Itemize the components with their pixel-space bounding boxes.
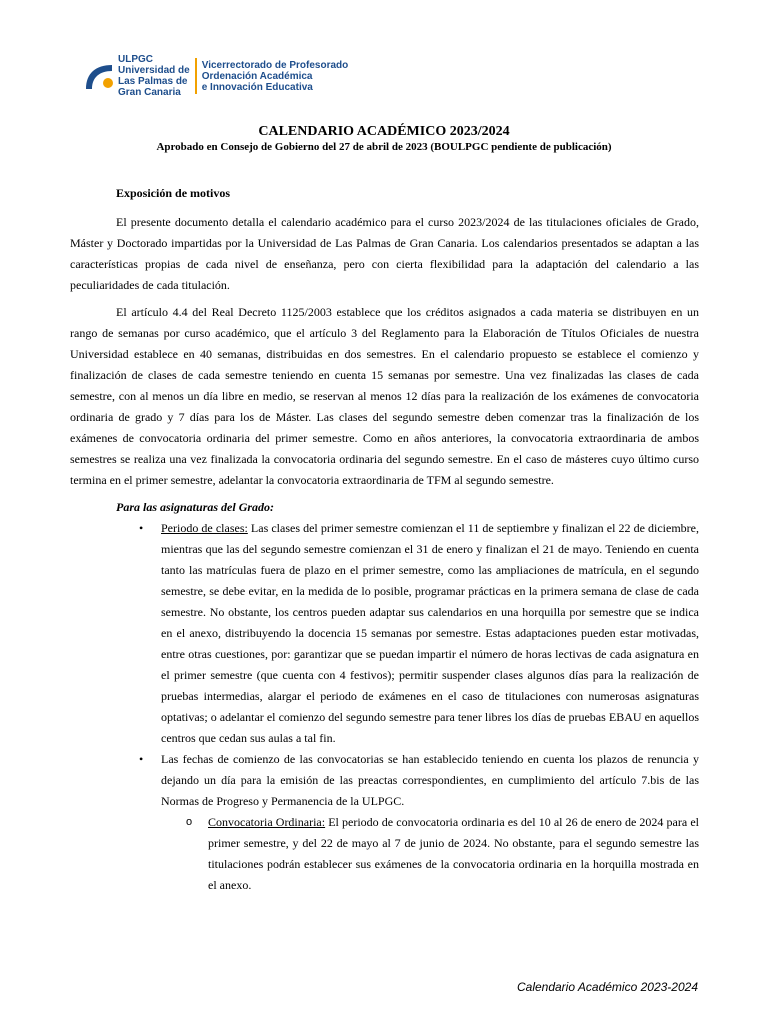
- bullet-icon: •: [139, 752, 144, 766]
- list-item: [70, 749, 699, 896]
- ulpgc-emblem-icon: [82, 59, 116, 93]
- bullet-icon: •: [139, 521, 144, 535]
- university-line-2: Las Palmas de: [118, 76, 188, 87]
- ulpgc-logo: [82, 52, 348, 100]
- university-name: [118, 54, 190, 98]
- grado-bullet-list: [70, 518, 699, 896]
- bullet-text-periodo: Las clases del primer semestre comienzan el 11 de septiembre y finalizan el 22 de diciembre, mientras que las del segundo semestre comienzan el 31 de enero y finalizan el 21 de mayo. Teniendo en cuenta tanto las matrículas fuera de plazo en el primer semestre, como las ampliaciones de matrícula, en el segundo semestre, se debe evitar, en la medida de lo posible, programar prácticas en la primera semana de clase de cada semestre. No obstante, los centros pueden adaptar sus calendarios en una horquilla por semestre que se indica en el anexo, distribuyendo la docencia 15 semanas por semestre. Estas adaptaciones pueden estar motivadas, entre otras cuestiones, por: garantizar que se puedan impartir el número de horas lectivas de cada asignatura en el primer semestre (que cuenta con 4 festivos); permitir suspender clases algunos días para la realización de pruebas intermedias, alargar el periodo de exámenes en el caso de titulaciones con numerosas asignaturas optativas; o adelantar el comienzo del segundo semestre para tener libres los días de pruebas EBAU en aquellos centros que cedan sus aulas a tal fin.: [161, 521, 699, 745]
- logo-separator: [195, 58, 197, 94]
- list-item: [70, 518, 699, 749]
- paragraph-2: El artículo 4.4 del Real Decreto 1125/2003 establece que los créditos asignados a cada materia se distribuyen en un rango de semanas por curso académico, que el artículo 3 del Reglamento para la Elaboración de Títulos Oficiales de nuestra Universidad establece en 40 semanas, distribuidas en dos semestres. En el calendario propuesto se establece el comienzo y finalización de clases de cada semestre teniendo en cuenta 15 semanas por semestre. Una vez finalizadas las clases de cada semestre, con al menos un día libre en medio, se reservan al menos 12 días para la realización de los exámenes de convocatoria ordinaria de grado y 7 días para los de Máster. Las clases del segundo semestre deben comenzar tras la finalización de los exámenes de convocatoria ordinaria del primer semestre. Como en años anteriores, la convocatoria extraordinaria de ambos semestres se realiza una vez finalizada la convocatoria ordinaria del segundo semestre. En el caso de másteres cuyo último curso termina en el primer semestre, adelantar la convocatoria extraordinaria de TFM al segundo semestre.: [70, 305, 699, 487]
- list-item: [161, 812, 699, 896]
- vicerrectorado-name: [202, 60, 349, 93]
- bullet-text-convocatorias: Las fechas de comienzo de las convocatorias se han establecido teniendo en cuenta los plazos de renuncia y dejando un día para la emisión de las preactas correspondientes, en cumplimiento del artículo 7.bis de las Normas de Progreso y Permanencia de la ULPGC.: [161, 752, 699, 808]
- document-title: CALENDARIO ACADÉMICO 2023/2024: [258, 124, 510, 139]
- sub-bullet-icon: o: [186, 816, 193, 828]
- sub-text-ordinaria: El periodo de convocatoria ordinaria es del 10 al 26 de enero de 2024 para el primer semestre, y del 22 de mayo al 7 de junio de 2024. No obstante, para el segundo semestre las titulaciones podrán establecer sus exámenes de la convocatoria ordinaria en la horquilla mostrada en el anexo.: [208, 815, 699, 892]
- sub-label-ordinaria: Convocatoria Ordinaria:: [208, 815, 326, 829]
- bullet-label-periodo: Periodo de clases:: [161, 521, 248, 535]
- document-body: [70, 183, 699, 896]
- paragraph-1: El presente documento detalla el calendario académico para el curso 2023/2024 de las titulaciones oficiales de Grado, Máster y Doctorado impartidas por la Universidad de Las Palmas de Gran Canaria. Los calendarios presentados se adaptan a las características propias de cada nivel de enseñanza, pero con cierta flexibilidad para la adaptación del calendario a las peculiaridades de cada titulación.: [70, 215, 699, 292]
- section-title: Exposición de motivos: [116, 186, 231, 200]
- convocatorias-sub-list: [161, 812, 699, 896]
- vice-line-3: e Innovación Educativa: [201, 81, 313, 93]
- vice-line-2: Ordenación Académica: [201, 70, 313, 82]
- grado-heading: Para las asignaturas del Grado:: [116, 500, 275, 514]
- university-line-1: Universidad de: [118, 65, 190, 76]
- university-line-3: Gran Canaria: [118, 87, 181, 98]
- logo-short-name: ULPGC: [118, 54, 153, 65]
- vice-line-1: Vicerrectorado de Profesorado: [201, 59, 349, 71]
- document-subtitle: Aprobado en Consejo de Gobierno del 27 de abril de 2023 (BOULPGC pendiente de publicación): [156, 141, 612, 153]
- page-footer: Calendario Académico 2023-2024: [516, 980, 698, 994]
